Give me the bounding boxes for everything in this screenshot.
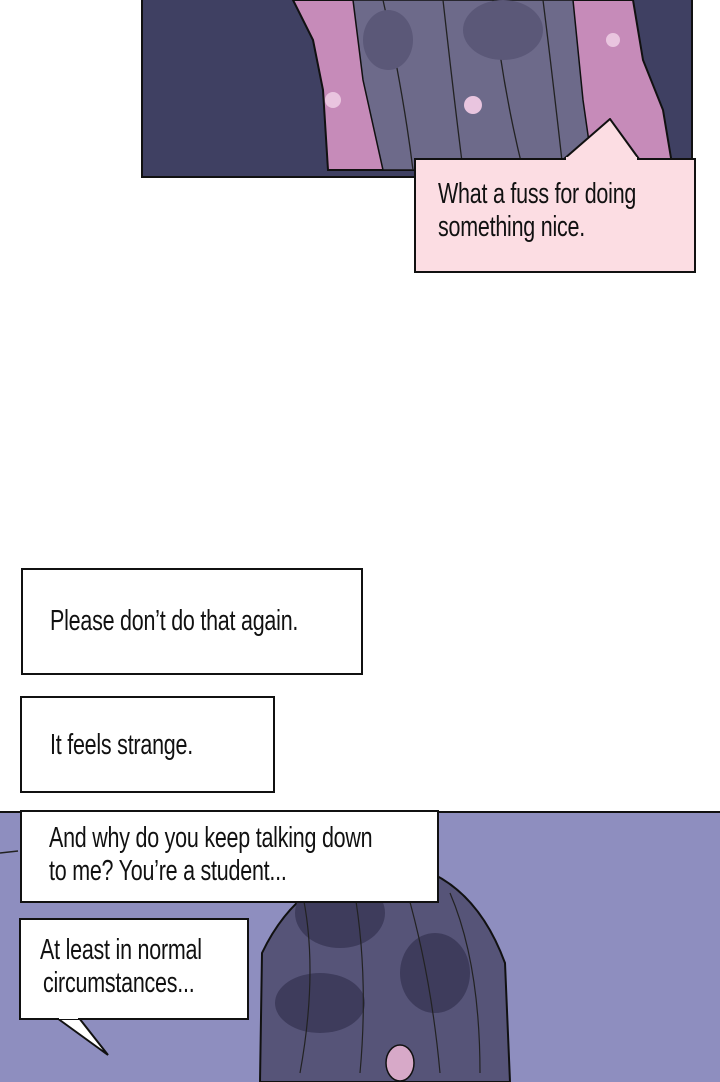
bubble-text: circumstances... <box>43 967 195 999</box>
narration-box <box>21 568 363 675</box>
speech-bubble <box>19 918 249 1058</box>
narration-box <box>20 696 275 793</box>
box-text: And why do you keep talking down <box>49 822 373 854</box>
speech-bubble-pink <box>414 158 696 273</box>
bubble-text: something nice. <box>438 211 585 243</box>
narration-box <box>20 810 439 903</box>
bubble-text: At least in normal <box>40 934 202 966</box>
box-text: Please don’t do that again. <box>50 605 299 637</box>
bubble-text: What a fuss for doing <box>438 178 637 210</box>
box-text: to me? You’re a student... <box>49 855 287 887</box>
box-text: It feels strange. <box>50 729 193 761</box>
